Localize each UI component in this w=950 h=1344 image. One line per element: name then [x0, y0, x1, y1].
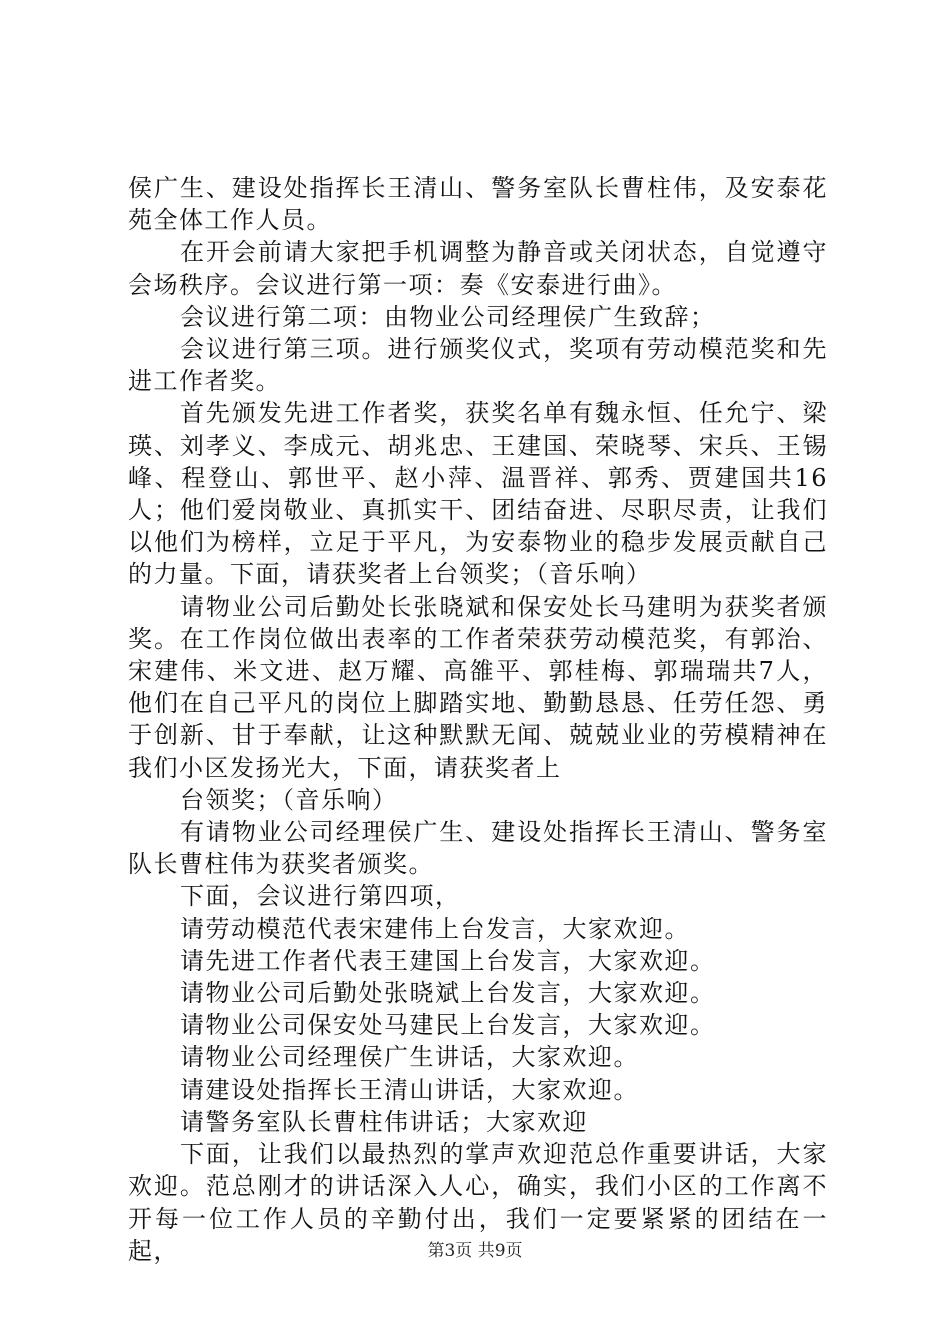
paragraph-11: 请先进工作者代表王建国上台发言，大家欢迎。 [180, 946, 716, 975]
paragraph-14: 请物业公司经理侯广生讲话，大家欢迎。 [180, 1043, 639, 1072]
paragraph-10: 请劳动模范代表宋建伟上台发言，大家欢迎。 [180, 914, 690, 943]
paragraph-2: 在开会前请大家把手机调整为静音或关闭状态，自觉遵守会场秩序。会议进行第一项：奏《安泰进行曲》。 [128, 238, 828, 299]
page-number: 第3页 共9页 [427, 1241, 523, 1261]
paragraph-6: 请物业公司后勤处长张晓斌和保安处长马建明为获奖者颁奖。在工作岗位做出表率的工作者荣获劳动模范奖，有郭治、宋建伟、米文进、赵万耀、高雒平、郭桂梅、郭瑞瑞共7人，他们在自己平凡的岗位上脚踏实地、勤勤恳恳、任劳任怨、勇于创新、甘于奉献，让这种默默无闻、兢兢业业的劳模精神在我们小区发扬光大，下面，请获奖者上 [128, 592, 828, 782]
paragraph-1: 侯广生、建设处指挥长王清山、警务室队长曹柱伟，及安泰花苑全体工作人员。 [128, 174, 828, 235]
paragraph-8: 有请物业公司经理侯广生、建设处指挥长王清山、警务室队长曹柱伟为获奖者颁奖。 [128, 818, 828, 879]
paragraph-12: 请物业公司后勤处张晓斌上台发言，大家欢迎。 [180, 979, 716, 1008]
paragraph-17: 下面，让我们以最热烈的掌声欢迎范总作重要讲话，大家欢迎。范总刚才的讲话深入人心，确实，我们小区的工作离不开每一位工作人员的辛勤付出，我们一定要紧紧的团结在一起， [128, 1140, 828, 1265]
paragraph-4: 会议进行第三项。进行颁奖仪式，奖项有劳动模范奖和先进工作者奖。 [128, 335, 828, 396]
paragraph-9: 下面，会议进行第四项， [180, 882, 461, 911]
paragraph-5: 首先颁发先进工作者奖，获奖名单有魏永恒、任允宁、梁瑛、刘孝义、李成元、胡兆忠、王建国、荣晓琴、宋兵、王锡峰、程登山、郭世平、赵小萍、温晋祥、郭秀、贾建国共16人；他们爱岗敬业、真抓实干、团结奋进、尽职尽责，让我们以他们为榜样，立足于平凡，为安泰物业的稳步发展贡献自己的力量。下面，请获奖者上台领奖；（音乐响） [128, 399, 828, 589]
paragraph-3: 会议进行第二项：由物业公司经理侯广生致辞； [180, 302, 716, 331]
paragraph-7: 台领奖；（音乐响） [180, 785, 398, 814]
paragraph-16: 请警务室队长曹柱伟讲话；大家欢迎 [180, 1107, 588, 1136]
paragraph-13: 请物业公司保安处马建民上台发言，大家欢迎。 [180, 1011, 716, 1040]
document-body [128, 172, 828, 1267]
paragraph-15: 请建设处指挥长王清山讲话，大家欢迎。 [180, 1075, 639, 1104]
page-footer [0, 1240, 950, 1262]
